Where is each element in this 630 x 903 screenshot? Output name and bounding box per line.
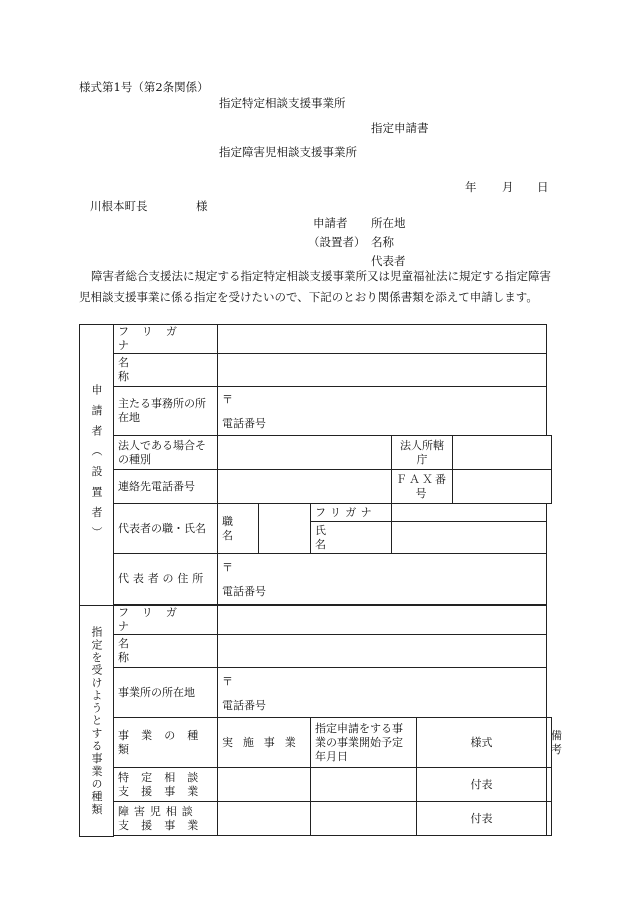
corp-office-label: 法人所轄庁 [392, 436, 453, 470]
applicant-address: 所在地 [371, 216, 406, 230]
col-form-header: 様式 [417, 718, 547, 768]
office-label: 主たる事務所の所在地 [114, 387, 218, 436]
col-impl-header: 実施事業 [218, 718, 311, 768]
b-name-label: 名称 [114, 635, 218, 668]
applicant-name: 名称 [371, 235, 394, 249]
applicant-role-sub: （設置者） [308, 235, 366, 249]
rep-phone-label: 電話番号 [222, 585, 266, 598]
addressee-honorific: 様 [196, 199, 208, 213]
b-location-label: 事業所の所在地 [114, 668, 218, 718]
row1-type: 特定相談 支援事業 [114, 768, 218, 802]
row2-date-field[interactable] [311, 802, 417, 836]
furigana-field[interactable] [218, 325, 547, 354]
b-postal-mark: 〒 [222, 674, 233, 688]
row2-type: 障害児相談 支援事業 [114, 802, 218, 836]
rep-address-field[interactable] [218, 554, 547, 605]
corp-type-label: 法人である場合その種別 [114, 436, 218, 470]
date-year: 年 [465, 180, 477, 194]
date-day: 日 [537, 180, 549, 194]
applicant-role: 申請者 [313, 216, 348, 230]
addressee-name: 川根本町長 [90, 199, 148, 213]
title-line1: 指定特定相談支援事業所 [219, 96, 346, 110]
phone-label: 電話番号 [222, 417, 266, 430]
b-furigana-field[interactable] [218, 606, 547, 635]
title-label: 職名 [218, 504, 259, 554]
name-label: 名称 [114, 354, 218, 387]
furigana2-field[interactable] [392, 504, 547, 522]
fax-field[interactable] [453, 470, 552, 504]
col-date-header: 指定申請をする事業の事業開始予定年月日 [311, 718, 417, 768]
applicant-representative: 代表者 [371, 254, 406, 268]
office-field[interactable] [218, 387, 547, 436]
rep-title-name-label: 代表者の職・氏名 [114, 504, 218, 554]
col-note-header: 備考 [547, 718, 552, 768]
col-type-header: 事業の種類 [114, 718, 218, 768]
b-phone-label: 電話番号 [222, 698, 266, 712]
row1-impl-field[interactable] [218, 768, 311, 802]
contact-field[interactable] [218, 470, 392, 504]
application-table [79, 324, 604, 837]
date-month: 月 [502, 180, 514, 194]
section-a-title: 申請者（設置者） [80, 325, 114, 606]
shimei-field[interactable] [392, 522, 547, 554]
row2-note-field[interactable] [547, 802, 552, 836]
b-name-field[interactable] [218, 635, 547, 668]
shimei-label: 氏名 [311, 522, 392, 554]
body-text: 障害者総合支援法に規定する指定特定相談支援事業所又は児童福祉法に規定する指定障害児相談支援事業に係る指定を受けたいので、下記のとおり関係書類を添えて申請します。 [79, 269, 551, 304]
fax-label: ＦＡＸ番号 [392, 470, 453, 504]
furigana2-label: フリガナ [311, 504, 392, 522]
furigana-label: フリガナ [114, 325, 218, 354]
row1-note-field[interactable] [547, 768, 552, 802]
rep-address-label: 代表者の住所 [114, 554, 218, 605]
corp-office-field[interactable] [453, 436, 552, 470]
title-line2: 指定申請書 [371, 121, 429, 135]
row1-date-field[interactable] [311, 768, 417, 802]
rep-postal-mark: 〒 [222, 561, 233, 574]
b-furigana-label: フリガナ [114, 606, 218, 635]
corp-type-field[interactable] [218, 436, 392, 470]
row2-form: 付表 [417, 802, 547, 836]
title-line3: 指定障害児相談支援事業所 [219, 145, 357, 159]
section-b-title: 指定を受けようとする事業の種類 [80, 606, 114, 837]
row2-impl-field[interactable] [218, 802, 311, 836]
contact-label: 連絡先電話番号 [114, 470, 218, 504]
postal-mark: 〒 [222, 393, 233, 406]
form-number: 様式第1号（第2条関係） [79, 80, 209, 94]
title-field[interactable] [259, 504, 311, 554]
name-field[interactable] [218, 354, 547, 387]
row1-form: 付表 [417, 768, 547, 802]
b-location-field[interactable] [218, 668, 547, 718]
